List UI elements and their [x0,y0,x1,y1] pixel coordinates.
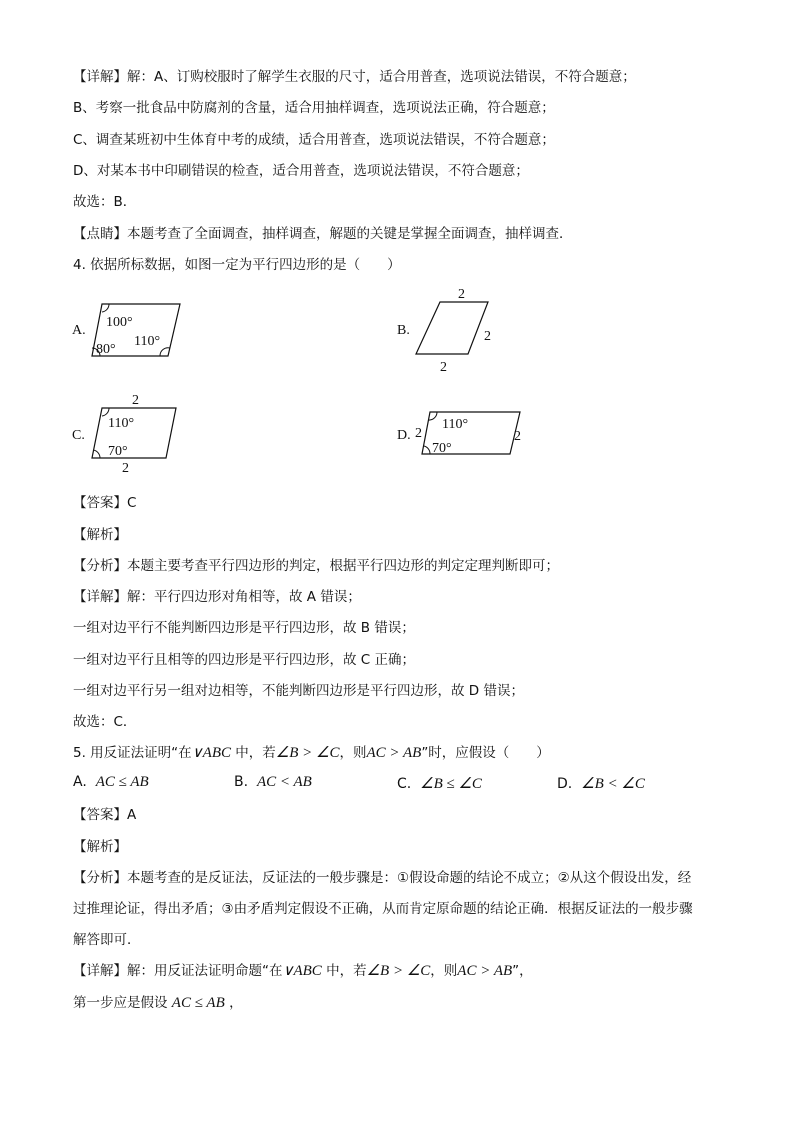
q5-stem-part-a: 5. 用反证法证明“在 [73,745,192,761]
q5-choice-c-expr: ∠B ≤ ∠C [420,776,482,792]
q5-analysis-line-1: 【分析】本题考查的是反证法，反证法的一般步骤是：①假设命题的结论不成立；②从这个假设出发，经 [73,870,692,886]
q5-analysis-line-2: 过推理论证，得出矛盾；③由矛盾判定假设不正确，从而肯定原命题的结论正确．根据反证法的一般步骤 [73,901,693,917]
q5-step-part-a: 第一步应是假设 [73,995,168,1011]
figure-c-angle-top: 110° [108,416,135,431]
q5-detail-condition: ∠B > ∠C [366,963,431,979]
q5-choice-a [73,774,149,791]
q4-detail-4: 一组对边平行另一组对边相等，不能判断四边形是平行四边形，故 D 错误； [73,683,524,699]
figure-d-side-left: 2 [415,426,422,441]
figure-a-angle-bottom-left: 80° [96,342,116,357]
q5-detail-part-a: 【详解】解：用反证法证明命题“在 [73,963,283,979]
q5-step-expr: AC ≤ AB [171,995,225,1011]
detail-line-d: D、对某本书中印刷错误的检查，适合用普查，选项说法错误，不符合题意； [73,163,529,179]
q5-condition: ∠B > ∠C [275,745,340,761]
figure-d [412,404,532,460]
figure-d-angle-bottom: 70° [432,441,452,456]
figure-a-angle-right: 110° [134,334,161,349]
q5-answer: 【答案】A [73,807,137,823]
figure-c-label: C. [72,428,85,443]
q4-detail-1: 【详解】解：平行四边形对角相等，故 A 错误； [73,589,361,605]
figure-b-side-bottom: 2 [440,360,447,374]
figure-d-label: D. [397,428,411,443]
q4-analysis-title: 【解析】 [73,527,127,543]
figure-d-side-right: 2 [514,429,521,444]
detail-line-a: 【详解】解：A、订购校服时了解学生衣服的尺寸，适合用普查，选项说法错误，不符合题意； [73,69,636,85]
q5-detail-conclusion: AC > AB [457,963,513,979]
figure-b-side-top: 2 [458,287,465,302]
q5-choice-a-label: A. [73,774,87,790]
q5-detail-part-c: ，则 [430,963,458,979]
figure-c [88,392,188,474]
key-point: 【点睛】本题考查了全面调查，抽样调查，解题的关键是掌握全面调查，抽样调查． [73,226,573,242]
q5-detail-triangle: ∨ABC [282,963,322,979]
q5-choice-a-expr: AC ≤ AB [95,774,149,790]
q5-first-step [73,994,243,1012]
figure-c-angle-bottom: 70° [108,444,128,459]
q5-stem-part-d: ”时，应假设（ ） [421,745,550,761]
figure-c-side-top: 2 [132,393,139,408]
figure-b-label: B. [397,323,410,338]
detail-line-c: C、调查某班初中生体育中考的成绩，适合用普查，选项说法错误，不符合题意； [73,132,555,148]
q5-detail-part-d: ”， [512,963,533,979]
q5-choice-b [234,774,312,791]
q5-conclusion: AC > AB [366,745,422,761]
question-5-stem [73,744,550,762]
q5-analysis-line-3: 解答即可． [73,932,141,948]
detail-line-b: B、考察一批食品中防腐剂的含量，适合用抽样调查，选项说法正确，符合题意； [73,100,555,116]
q5-stem-part-b: 中，若 [230,745,276,761]
figure-d-angle-top: 110° [442,417,469,432]
q4-detail-3: 一组对边平行且相等的四边形是平行四边形，故 C 正确； [73,652,416,668]
q5-detail [73,962,533,980]
q5-choice-d [557,774,645,793]
figure-b-side-right: 2 [484,329,491,344]
q5-choice-d-expr: ∠B < ∠C [581,776,645,792]
q5-choice-c [397,774,482,793]
q5-step-part-b: ， [229,995,243,1011]
q4-detail-2: 一组对边平行不能判断四边形是平行四边形，故 B 错误； [73,620,415,636]
q5-detail-part-b: 中，若 [321,963,367,979]
q5-choice-d-label: D. [557,776,573,792]
q4-conclusion: 故选：C． [73,714,137,730]
figure-a [88,298,188,360]
q4-analysis: 【分析】本题主要考查平行四边形的判定，根据平行四边形的判定定理判断即可； [73,558,559,574]
q5-stem-part-c: ，则 [339,745,367,761]
figure-c-side-bottom: 2 [122,461,129,474]
figure-a-label: A. [72,323,86,338]
figure-a-angle-top: 100° [106,315,133,330]
figure-b [412,284,502,374]
q4-answer: 【答案】C [73,495,137,511]
q5-choice-b-label: B. [234,774,249,790]
conclusion-b: 故选：B． [73,194,137,210]
q5-choice-b-expr: AC < AB [256,774,312,790]
q5-triangle: ∨ABC [191,745,231,761]
q5-choice-c-label: C. [397,776,412,792]
question-4-stem: 4. 依据所标数据，如图一定为平行四边形的是（ ） [73,257,401,273]
q5-analysis-title: 【解析】 [73,839,127,855]
